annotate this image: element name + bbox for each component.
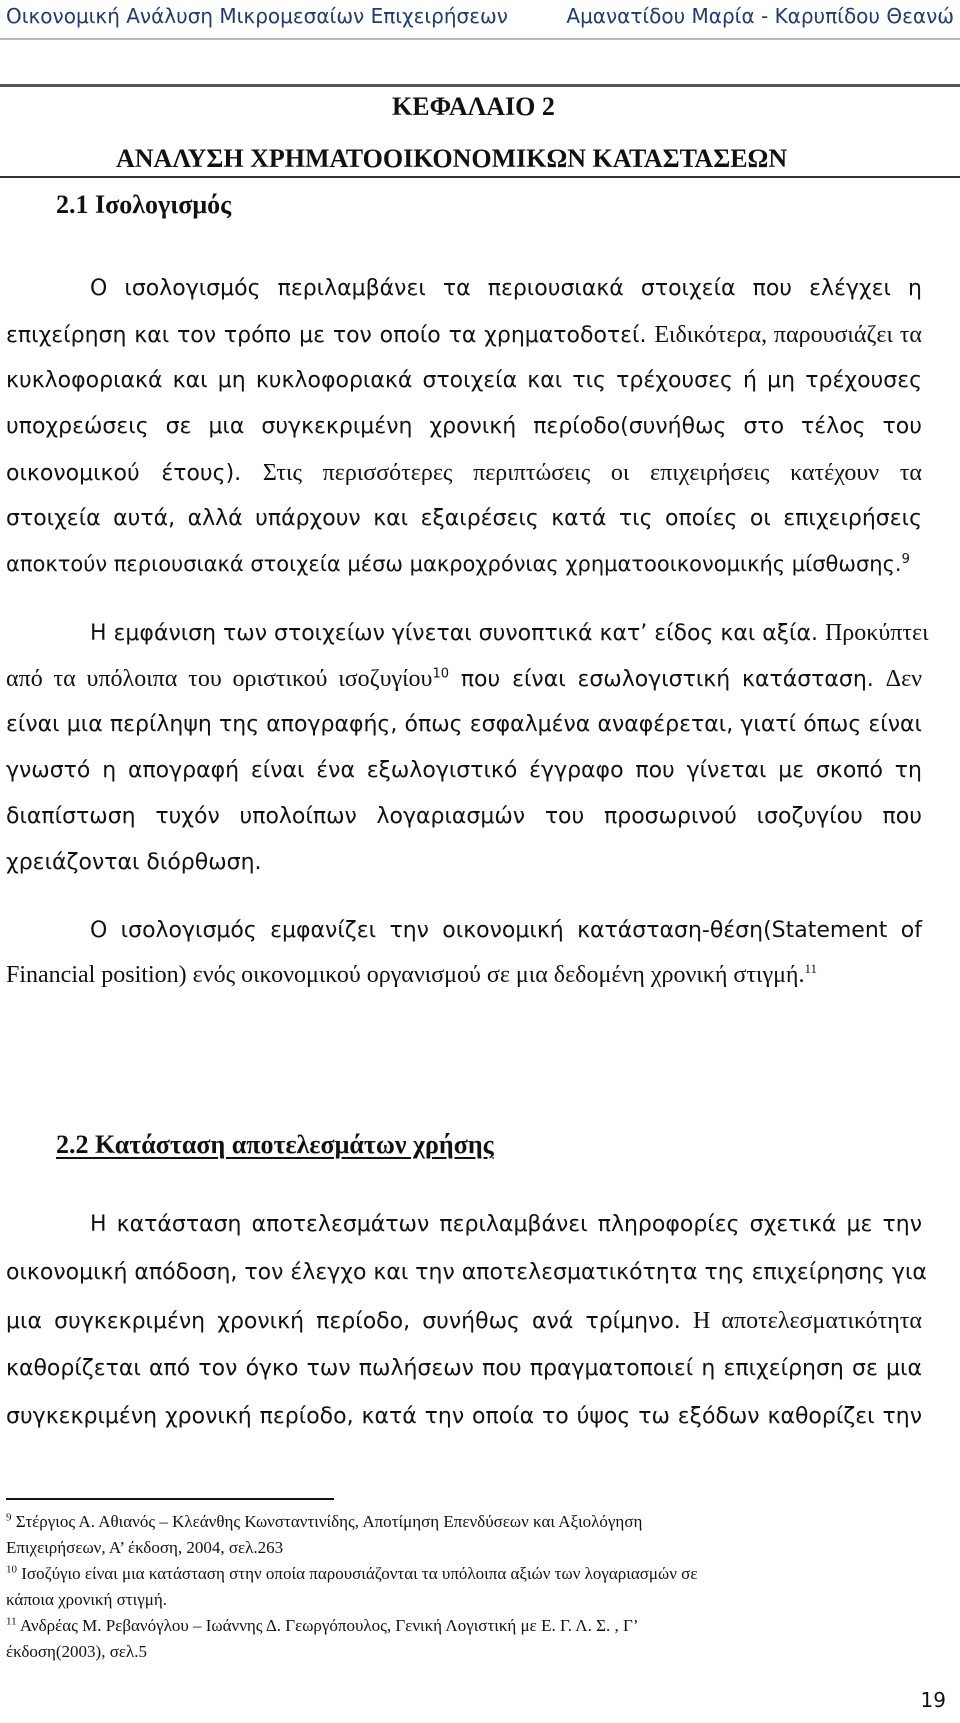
section-heading-2-2: 2.2 Κατάσταση αποτελεσμάτων χρήσης	[56, 1130, 494, 1159]
paragraph-line: Η κατάσταση αποτελεσμάτων περιλαμβάνει πληροφορίες σχετικά με την	[90, 1212, 922, 1237]
paragraph-line: χρειάζονται διόρθωση.	[6, 850, 262, 875]
paragraph-line: στοιχεία αυτά, αλλά υπάρχουν και εξαιρέσεις κατά τις οποίες οι επιχειρήσεις	[6, 506, 922, 531]
paragraph-line: αποκτούν περιουσιακά στοιχεία μέσω μακροχρόνιας χρηματοοικονομικής μίσθωσης.$^9$	[6, 552, 910, 576]
header-title: Οικονομική Ανάλυση Μικρομεσαίων Επιχειρήσεων	[6, 4, 508, 28]
footnote-separator	[6, 1498, 334, 1500]
running-header	[0, 4, 960, 30]
page-number: 19	[920, 1688, 946, 1712]
paragraph-line: συγκεκριμένη χρονική περίοδο, κατά την οποία το ύψος τω εξόδων καθορίζει την	[6, 1404, 922, 1429]
paragraph-line: Ο ισολογισμός περιλαμβάνει τα περιουσιακά στοιχεία που ελέγχει η	[90, 276, 922, 301]
paragraph-line: διαπίστωση τυχόν υπολοίπων λογαριασμών του προσωρινού ισοζυγίου που	[6, 804, 922, 829]
paragraph-line: οικονομική απόδοση, τον έλεγχο και την αποτελεσματικότητα της επιχείρησης για	[6, 1260, 927, 1285]
paragraph-line: κυκλοφοριακά και μη κυκλοφοριακά στοιχεία και τις τρέχουσες ή μη τρέχουσες	[6, 368, 922, 393]
footnote-10-cont: κάποια χρονική στιγμή.	[6, 1590, 167, 1609]
paragraph-line: είναι μια περίληψη της απογραφής, όπως εσφαλμένα αναφέρεται, γιατί όπως είναι	[6, 712, 922, 737]
chapter-title-rule	[0, 176, 960, 178]
paragraph-line: οικονομικού έτους). Στις περισσότερες περιπτώσεις οι επιχειρήσεις κατέχουν τα	[6, 460, 922, 486]
paragraph-line: μια συγκεκριμένη χρονική περίοδο, συνήθως ανά τρίμηνο. Η αποτελεσματικότητα	[6, 1308, 922, 1334]
footnote-10: $^{10}$ Ισοζύγιο είναι μια κατάσταση στην οποία παρουσιάζονται τα υπόλοιπα αξιών των λογαριασμών σε	[6, 1563, 698, 1583]
paragraph-line: Η εμφάνιση των στοιχείων γίνεται συνοπτικά κατ’ είδος και αξία. Προκύπτει	[90, 620, 929, 646]
footnote-9-cont: Επιχειρήσεων, Α’ έκδοση, 2004, σελ.263	[6, 1538, 284, 1557]
footnote-ref-11: 11	[804, 961, 818, 976]
section-heading-2-1: 2.1 Ισολογισμός	[56, 190, 232, 219]
footnote-ref-10: 10	[432, 666, 449, 682]
header-rule	[0, 84, 960, 87]
header-divider	[0, 38, 960, 40]
paragraph-line: Financial position) ενός οικονομικού οργανισμού σε μια δεδομένη χρονική στιγμή.$^{11}$	[6, 961, 818, 988]
paragraph-line: υποχρεώσεις σε μια συγκεκριμένη χρονική περίοδο(συνήθως στο τέλος του	[6, 414, 922, 439]
footnote-9: $^9$ Στέργιος Α. Αθιανός – Κλεάνθης Κωνσταντινίδης, Αποτίμηση Επενδύσεων και Αξιολόγηση	[6, 1511, 643, 1531]
footnote-ref-9: 9	[901, 552, 910, 567]
header-authors: Αμανατίδου Μαρία - Καρυπίδου Θεανώ	[566, 4, 954, 28]
footnote-11: $^{11}$ Ανδρέας Μ. Ρεβανόγλου – Ιωάννης Δ. Γεωργόπουλος, Γενική Λογιστική με Ε. Γ. Λ. Σ. , Γ’	[6, 1615, 639, 1635]
paragraph-line: από τα υπόλοιπα του οριστικού ισοζυγίου$^{10}$ που είναι εσωλογιστική κατάσταση. Δεν	[6, 666, 923, 692]
footnote-11-cont: έκδοση(2003), σελ.5	[6, 1642, 148, 1661]
chapter-title: ΑΝΑΛΥΣΗ ΧΡΗΜΑΤΟΟΙΚΟΝΟΜΙΚΩΝ ΚΑΤΑΣΤΑΣΕΩΝ	[116, 144, 788, 173]
paragraph-line: Ο ισολογισμός εμφανίζει την οικονομική κατάσταση-θέση(Statement of	[90, 918, 922, 943]
paragraph-line: επιχείρηση και τον τρόπο με τον οποίο τα χρηματοδοτεί. Ειδικότερα, παρουσιάζει τα	[6, 322, 923, 348]
paragraph-line: γνωστό η απογραφή είναι ένα εξωλογιστικό έγγραφο που γίνεται με σκοπό τη	[6, 758, 922, 783]
chapter-number: ΚΕΦΑΛΑΙΟ 2	[392, 92, 555, 121]
paragraph-line: καθορίζεται από τον όγκο των πωλήσεων που πραγματοποιεί η επιχείρηση σε μια	[6, 1356, 922, 1381]
